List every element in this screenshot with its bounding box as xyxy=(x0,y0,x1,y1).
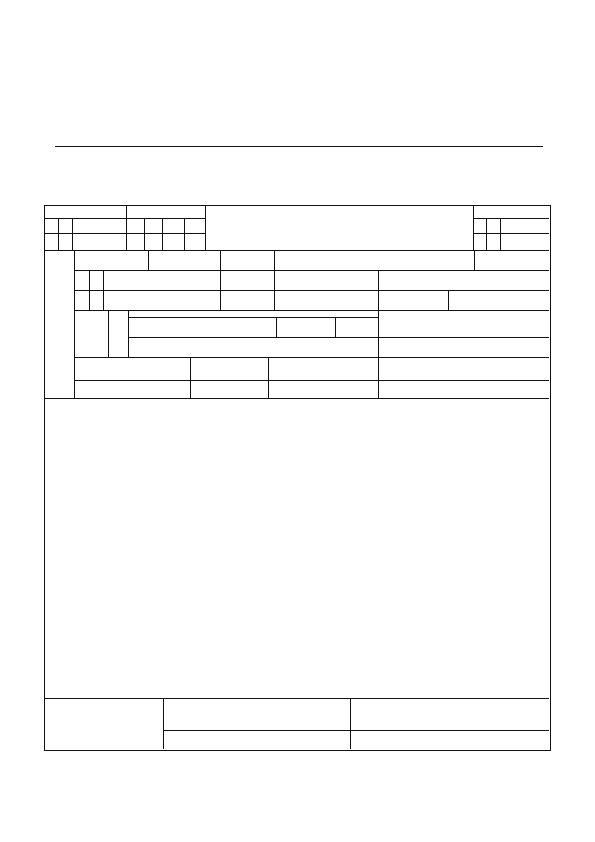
subject-underline xyxy=(55,146,543,147)
survey-form-frame xyxy=(44,205,551,751)
